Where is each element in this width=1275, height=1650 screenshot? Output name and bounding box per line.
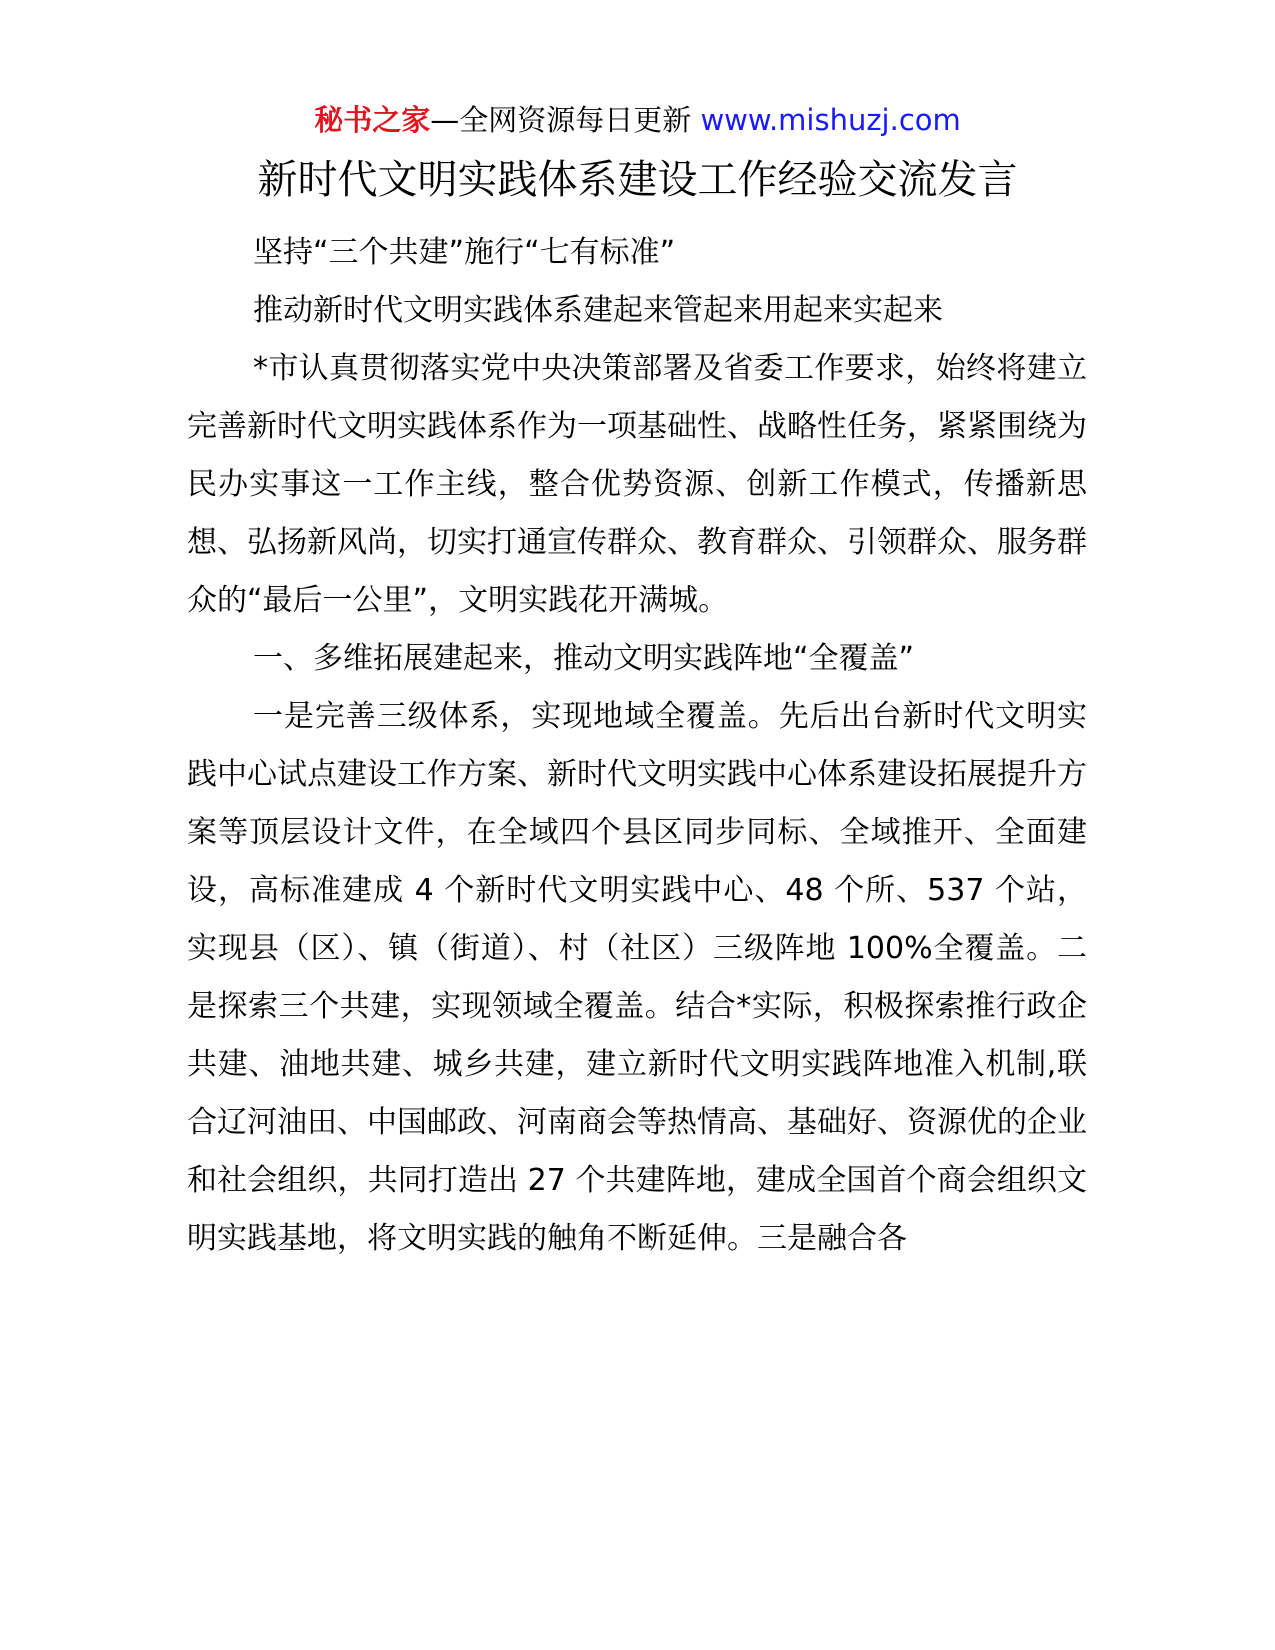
header-tagline: —全网资源每日更新	[430, 103, 692, 137]
brand-name: 秘书之家	[314, 103, 431, 137]
subtitle-2: 推动新时代文明实践体系建起来管起来用起来实起来	[253, 293, 943, 328]
paragraph-section-1: 一是完善三级体系，实现地域全覆盖。先后出台新时代文明实践中心试点建设工作方案、新时代文明实践中心体系建设拓展提升方案等顶层设计文件，在全域四个县区同步同标、全域推开、全面建设，高标准建成 4 个新时代文明实践中心、48 个所、537 个站，实现县（区）、镇（街道）、村（社区）三级阵地 100%全覆盖。二是探索三个共建，实现领域全覆盖。结合*实际，积极探索推行政企共建、油地共建、城乡共建，建立新时代文明实践阵地准入机制,联合辽河油田、中国邮政、河南商会等热情高、基础好、资源优的企业和社会组织，共同打造出 27 个共建阵地，建成全国首个商会组织文明实践基地，将文明实践的触角不断延伸。三是融合各	[187, 699, 1087, 1256]
site-url-link[interactable]: www.mishuzj.com	[700, 103, 961, 137]
site-header	[0, 100, 1275, 140]
subtitle-1: 坚持“三个共建”施行“七有标准”	[253, 235, 676, 270]
paragraph-intro: *市认真贯彻落实党中央决策部署及省委工作要求，始终将建立完善新时代文明实践体系作为一项基础性、战略性任务，紧紧围绕为民办实事这一工作主线，整合优势资源、创新工作模式，传播新思想、弘扬新风尚，切实打通宣传群众、教育群众、引领群众、服务群众的“最后一公里”，文明实践花开满城。	[187, 351, 1087, 618]
document-title: 新时代文明实践体系建设工作经验交流发言	[257, 157, 1018, 203]
document-body	[187, 224, 1087, 1268]
section-heading-1: 一、多维拓展建起来，推动文明实践阵地“全覆盖”	[253, 641, 915, 676]
